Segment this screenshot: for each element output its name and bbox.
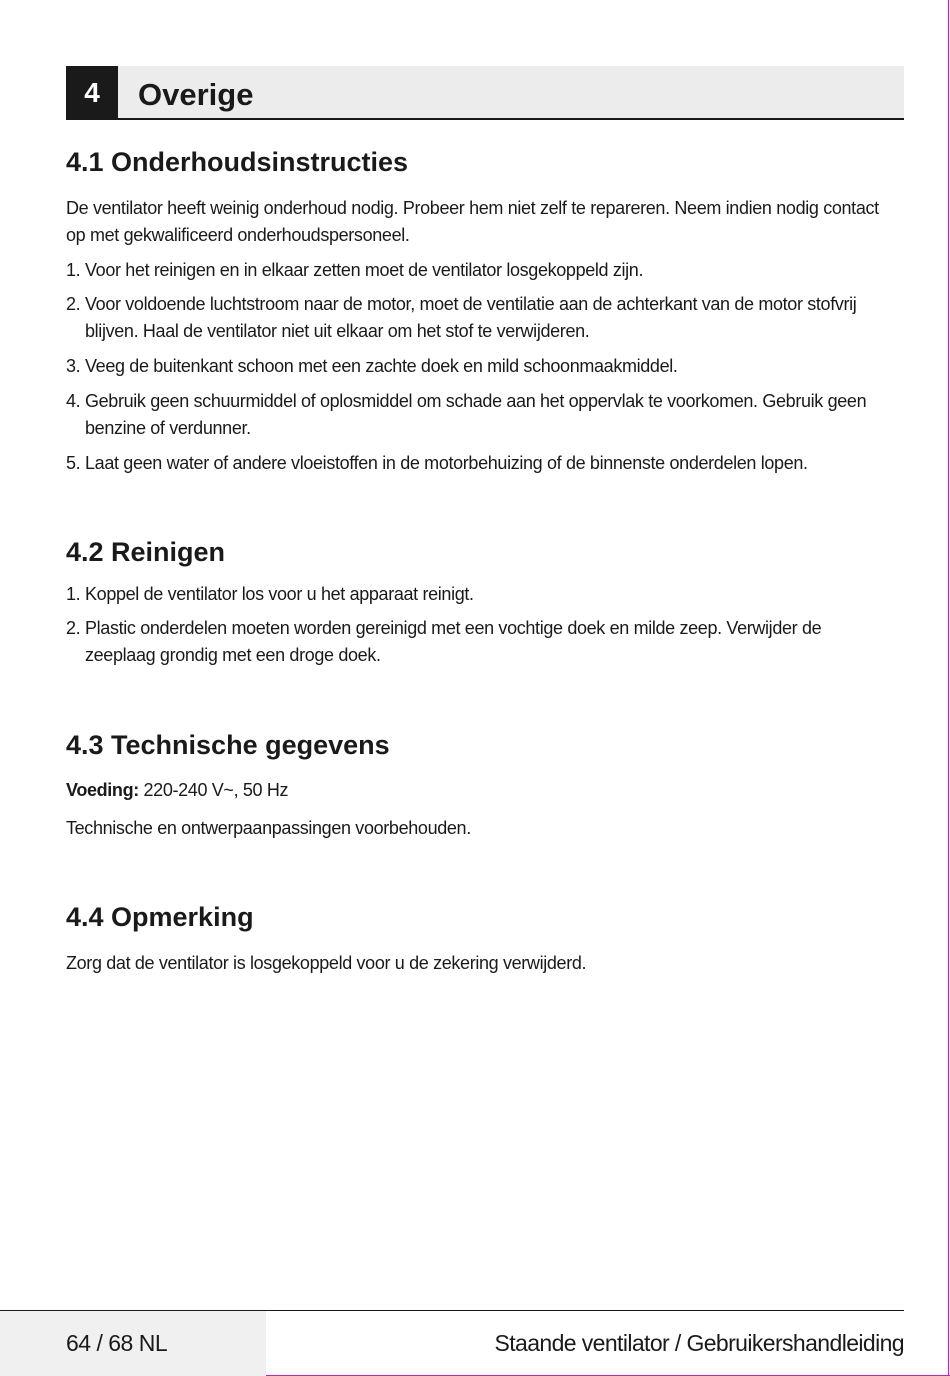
page-number: 64 / 68 NL	[66, 1330, 168, 1356]
maintenance-intro: De ventilator heeft weinig onderhoud nodig. Probeer hem niet zelf te repareren. Neem indien nodig contact op met gekwalificeerd onderhoudspersoneel.	[66, 198, 879, 245]
list-item	[66, 353, 896, 380]
list-item	[66, 450, 896, 477]
section-heading-cleaning: 4.2 Reinigen	[66, 537, 226, 567]
chapter-header	[66, 66, 904, 120]
list-item-text: Koppel de ventilator los voor u het apparaat reinigt.	[85, 584, 474, 604]
section-heading-technical-data: 4.3 Technische gegevens	[66, 730, 390, 760]
footer-divider	[0, 1310, 904, 1311]
list-item-number: 5.	[66, 453, 81, 473]
list-item-text: Voor voldoende luchtstroom naar de motor, moet de ventilatie aan de achterkant van de motor stofvrij blijven. Haal de ventilator niet uit elkaar om het stof te verwijderen.	[85, 294, 857, 341]
power-label: Voeding:	[66, 780, 139, 800]
chapter-number: 4	[66, 66, 118, 118]
page-edge-line	[948, 0, 950, 1376]
list-item	[66, 388, 896, 442]
list-item-text: Gebruik geen schuurmiddel of oplosmiddel om schade aan het oppervlak te voorkomen. Gebruik geen benzine of verdunner.	[85, 391, 867, 438]
list-item-number: 1.	[66, 584, 81, 604]
document-title: Staande ventilator / Gebruikershandleiding	[494, 1330, 904, 1356]
list-item	[66, 615, 896, 669]
list-item	[66, 257, 896, 284]
list-item-number: 1.	[66, 260, 81, 280]
section-heading-remark: 4.4 Opmerking	[66, 902, 254, 932]
remark-text: Zorg dat de ventilator is losgekoppeld voor u de zekering verwijderd.	[66, 953, 587, 973]
technical-note: Technische en ontwerpaanpassingen voorbehouden.	[66, 818, 471, 838]
section-heading-maintenance: 4.1 Onderhoudsinstructies	[66, 147, 409, 177]
list-item-text: Plastic onderdelen moeten worden gereinigd met een vochtige doek en milde zeep. Verwijder de zeeplaag grondig met een droge doek.	[85, 618, 822, 665]
list-item-number: 2.	[66, 294, 81, 314]
list-item-text: Laat geen water of andere vloeistoffen in de motorbehuizing of de binnenste onderdelen lopen.	[85, 453, 808, 473]
power-value: 220-240 V~, 50 Hz	[138, 780, 289, 800]
list-item-number: 2.	[66, 618, 81, 638]
list-item-text: Voor het reinigen en in elkaar zetten moet de ventilator losgekoppeld zijn.	[85, 260, 644, 280]
power-spec	[66, 777, 896, 804]
list-item-number: 3.	[66, 356, 81, 376]
list-item-number: 4.	[66, 391, 81, 411]
list-item-text: Veeg de buitenkant schoon met een zachte doek en mild schoonmaakmiddel.	[85, 356, 678, 376]
list-item	[66, 291, 896, 345]
list-item	[66, 581, 896, 608]
chapter-title: Overige	[138, 77, 254, 112]
